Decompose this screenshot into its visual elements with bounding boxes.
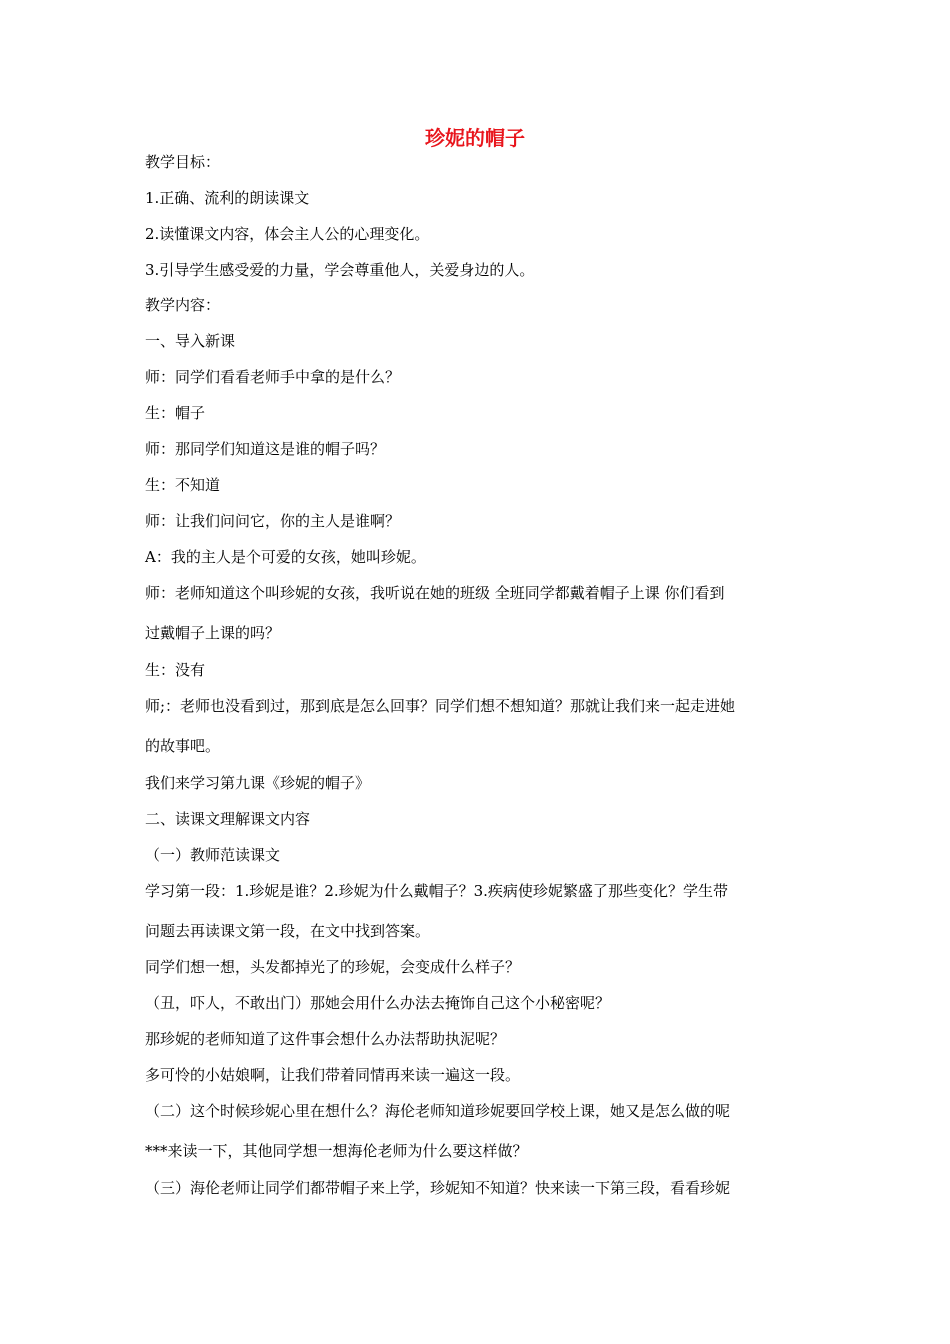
text-line: A：我的主人是个可爱的女孩，她叫珍妮。 xyxy=(145,548,426,566)
text-line: 生：帽子 xyxy=(145,404,206,422)
text-line: 我们来学习第九课《珍妮的帽子》 xyxy=(145,774,371,792)
text-line: 二、读课文理解课文内容 xyxy=(145,810,311,828)
text-line: 生：不知道 xyxy=(145,476,221,494)
text-line: 教学内容： xyxy=(145,296,221,314)
text-line: 师：那同学们知道这是谁的帽子吗？ xyxy=(145,440,386,458)
text-line: 一、导入新课 xyxy=(145,332,236,350)
text-line: 2.读懂课文内容，体会主人公的心理变化。 xyxy=(145,225,430,243)
text-line: 的故事吧。 xyxy=(145,737,221,755)
text-line: （三）海伦老师让同学们都带帽子来上学，珍妮知不知道？快来读一下第三段，看看珍妮 xyxy=(145,1179,731,1197)
text-line: 过戴帽子上课的吗？ xyxy=(145,624,281,642)
text-line: 生：没有 xyxy=(145,661,206,679)
text-line: 那珍妮的老师知道了这件事会想什么办法帮助执泥呢？ xyxy=(145,1030,506,1048)
text-line: 师;：老师也没看到过，那到底是怎么回事？同学们想不想知道？那就让我们来一起走进她 xyxy=(145,697,736,715)
text-line: 问题去再读课文第一段，在文中找到答案。 xyxy=(145,922,431,940)
text-line: （一）教师范读课文 xyxy=(145,846,281,864)
text-line: 3.引导学生感受爱的力量，学会尊重他人，关爱身边的人。 xyxy=(145,261,535,279)
text-line: ***来读一下，其他同学想一想海伦老师为什么要这样做？ xyxy=(145,1142,528,1160)
text-line: 师：让我们问问它，你的主人是谁啊？ xyxy=(145,512,401,530)
text-line: （二）这个时候珍妮心里在想什么？海伦老师知道珍妮要回学校上课，她又是怎么做的呢 xyxy=(145,1102,731,1120)
text-line: 同学们想一想，头发都掉光了的珍妮，会变成什么样子？ xyxy=(145,958,521,976)
text-line: 多可怜的小姑娘啊，让我们带着同情再来读一遍这一段。 xyxy=(145,1066,521,1084)
text-line: 师：老师知道这个叫珍妮的女孩，我听说在她的班级 全班同学都戴着帽子上课 你们看到 xyxy=(145,584,725,602)
text-line: 教学目标： xyxy=(145,153,221,171)
text-line: 1.正确、流利的朗读课文 xyxy=(145,189,310,207)
text-line: 师：同学们看看老师手中拿的是什么？ xyxy=(145,368,401,386)
text-line: 学习第一段：1.珍妮是谁？2.珍妮为什么戴帽子？3.疾病使珍妮繁盛了那些变化？学生带 xyxy=(145,882,728,900)
text-line: （丑，吓人，不敢出门）那她会用什么办法去掩饰自己这个小秘密呢？ xyxy=(145,994,611,1012)
page-title: 珍妮的帽子 xyxy=(425,126,525,150)
